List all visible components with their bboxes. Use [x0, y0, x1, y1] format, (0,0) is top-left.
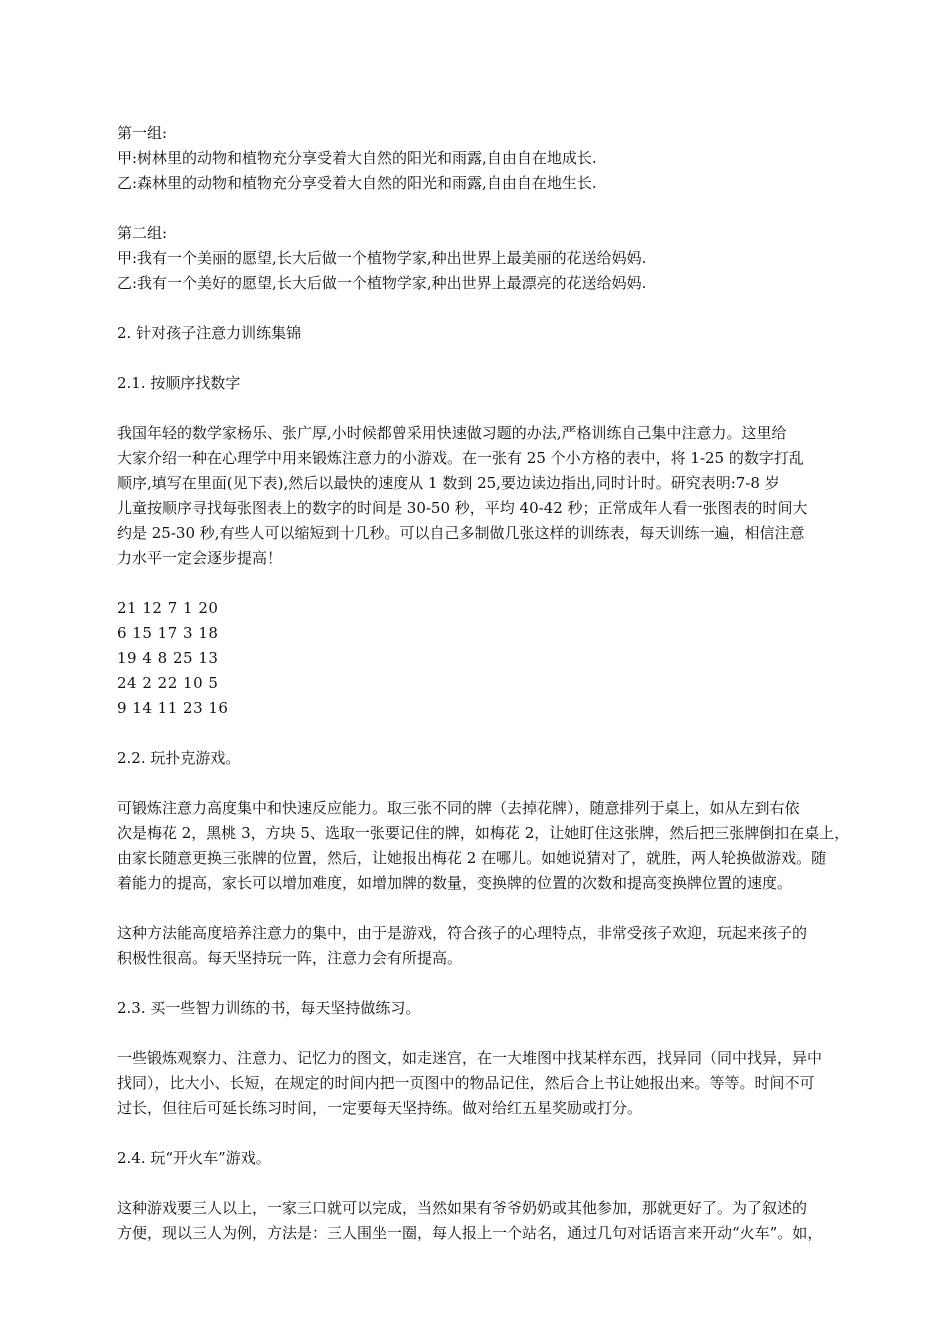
paragraph-line: 顺序,填写在里面(见下表),然后以最快的速度从 1 数到 25,要边读边指出,同时计时。研究表明:7-8 岁	[117, 474, 780, 492]
paragraph-line: 约是 25-30 秒,有些人可以缩短到十几秒。可以自己多制做几张这样的训练表，每天训练一遍，相信注意	[117, 524, 805, 542]
section-2-1-heading: 2.1. 按顺序找数字	[117, 374, 241, 392]
paragraph-line: 方便，现以三人为例，方法是：三人围坐一圈，每人报上一个站名，通过几句对话语言来开动“火车”。如，	[117, 1224, 823, 1242]
section-2-2-heading: 2.2. 玩扑克游戏。	[117, 749, 241, 767]
paragraph-line: 着能力的提高，家长可以增加难度，如增加牌的数量，变换牌的位置的次数和提高变换牌位置的速度。	[117, 874, 793, 892]
section-2-4-heading: 2.4. 玩“开火车”游戏。	[117, 1149, 271, 1167]
section-2-2-paragraph-2	[117, 921, 877, 971]
group2-heading: 第二组:	[117, 224, 168, 242]
paragraph-line: 可锻炼注意力高度集中和快速反应能力。取三张不同的牌（去掉花牌），随意排列于桌上，如从左到右依	[117, 799, 800, 817]
paragraph-line: 这种方法能高度培养注意力的集中，由于是游戏，符合孩子的心理特点，非常受孩子欢迎，玩起来孩子的	[117, 924, 808, 942]
section-2-2-paragraph-1	[117, 796, 877, 896]
group2-sentence-a: 甲:我有一个美丽的愿望,长大后做一个植物学家,种出世界上最美丽的花送给妈妈.	[117, 249, 647, 267]
number-grid-row: 24 2 22 10 5	[117, 674, 219, 692]
number-grid-row: 6 15 17 3 18	[117, 624, 219, 642]
section-2-4-paragraph	[117, 1196, 877, 1246]
group1-sentence-a: 甲:树林里的动物和植物充分享受着大自然的阳光和雨露,自由自在地成长.	[117, 149, 597, 167]
section-2-heading: 2. 针对孩子注意力训练集锦	[117, 324, 302, 342]
number-grid-row: 9 14 11 23 16	[117, 699, 229, 717]
number-grid	[117, 596, 877, 721]
paragraph-line: 这种游戏要三人以上，一家三口就可以完成，当然如果有爷爷奶奶或其他参加，那就更好了。为了叙述的	[117, 1199, 808, 1217]
paragraph-line: 我国年轻的数学家杨乐、张广厚,小时候都曾采用快速做习题的办法,严格训练自己集中注意力。这里给	[117, 424, 787, 442]
paragraph-line: 由家长随意更换三张牌的位置，然后，让她报出梅花 2 在哪儿。如她说猜对了，就胜，两人轮换做游戏。随	[117, 849, 827, 867]
group1-sentence-b: 乙:森林里的动物和植物充分享受着大自然的阳光和雨露,自由自在地生长.	[117, 174, 597, 192]
paragraph-line: 大家介绍一种在心理学中用来锻炼注意力的小游戏。在一张有 25 个小方格的表中，将 1-25 的数字打乱	[117, 449, 804, 467]
group1-heading: 第一组:	[117, 124, 168, 142]
section-2-3-heading: 2.3. 买一些智力训练的书，每天坚持做练习。	[117, 999, 421, 1017]
paragraph-line: 积极性很高。每天坚持玩一阵，注意力会有所提高。	[117, 949, 463, 967]
paragraph-line: 找同），比大小、长短，在规定的时间内把一页图中的物品记住，然后合上书让她报出来。等等。时间不可	[117, 1074, 815, 1092]
group2-sentence-b: 乙:我有一个美好的愿望,长大后做一个植物学家,种出世界上最漂亮的花送给妈妈.	[117, 274, 647, 292]
document-page	[117, 121, 877, 1246]
paragraph-line: 儿童按顺序寻找每张图表上的数字的时间是 30-50 秒，平均 40-42 秒；正常成年人看一张图表的时间大	[117, 499, 808, 517]
section-2-3-paragraph	[117, 1046, 877, 1121]
number-grid-row: 21 12 7 1 20	[117, 599, 219, 617]
paragraph-line: 次是梅花 2，黑桃 3，方块 5、选取一张要记住的牌，如梅花 2，让她盯住这张牌，然后把三张牌倒扣在桌上，	[117, 824, 850, 842]
section-2-1-paragraph	[117, 421, 877, 571]
paragraph-line: 过长，但往后可延长练习时间，一定要每天坚持练。做对给红五星奖励或打分。	[117, 1099, 643, 1117]
paragraph-line: 一些锻炼观察力、注意力、记忆力的图文，如走迷宫，在一大堆图中找某样东西，找异同（同中找异，异中	[117, 1049, 823, 1067]
number-grid-row: 19 4 8 25 13	[117, 649, 219, 667]
paragraph-line: 力水平一定会逐步提高！	[117, 549, 283, 567]
